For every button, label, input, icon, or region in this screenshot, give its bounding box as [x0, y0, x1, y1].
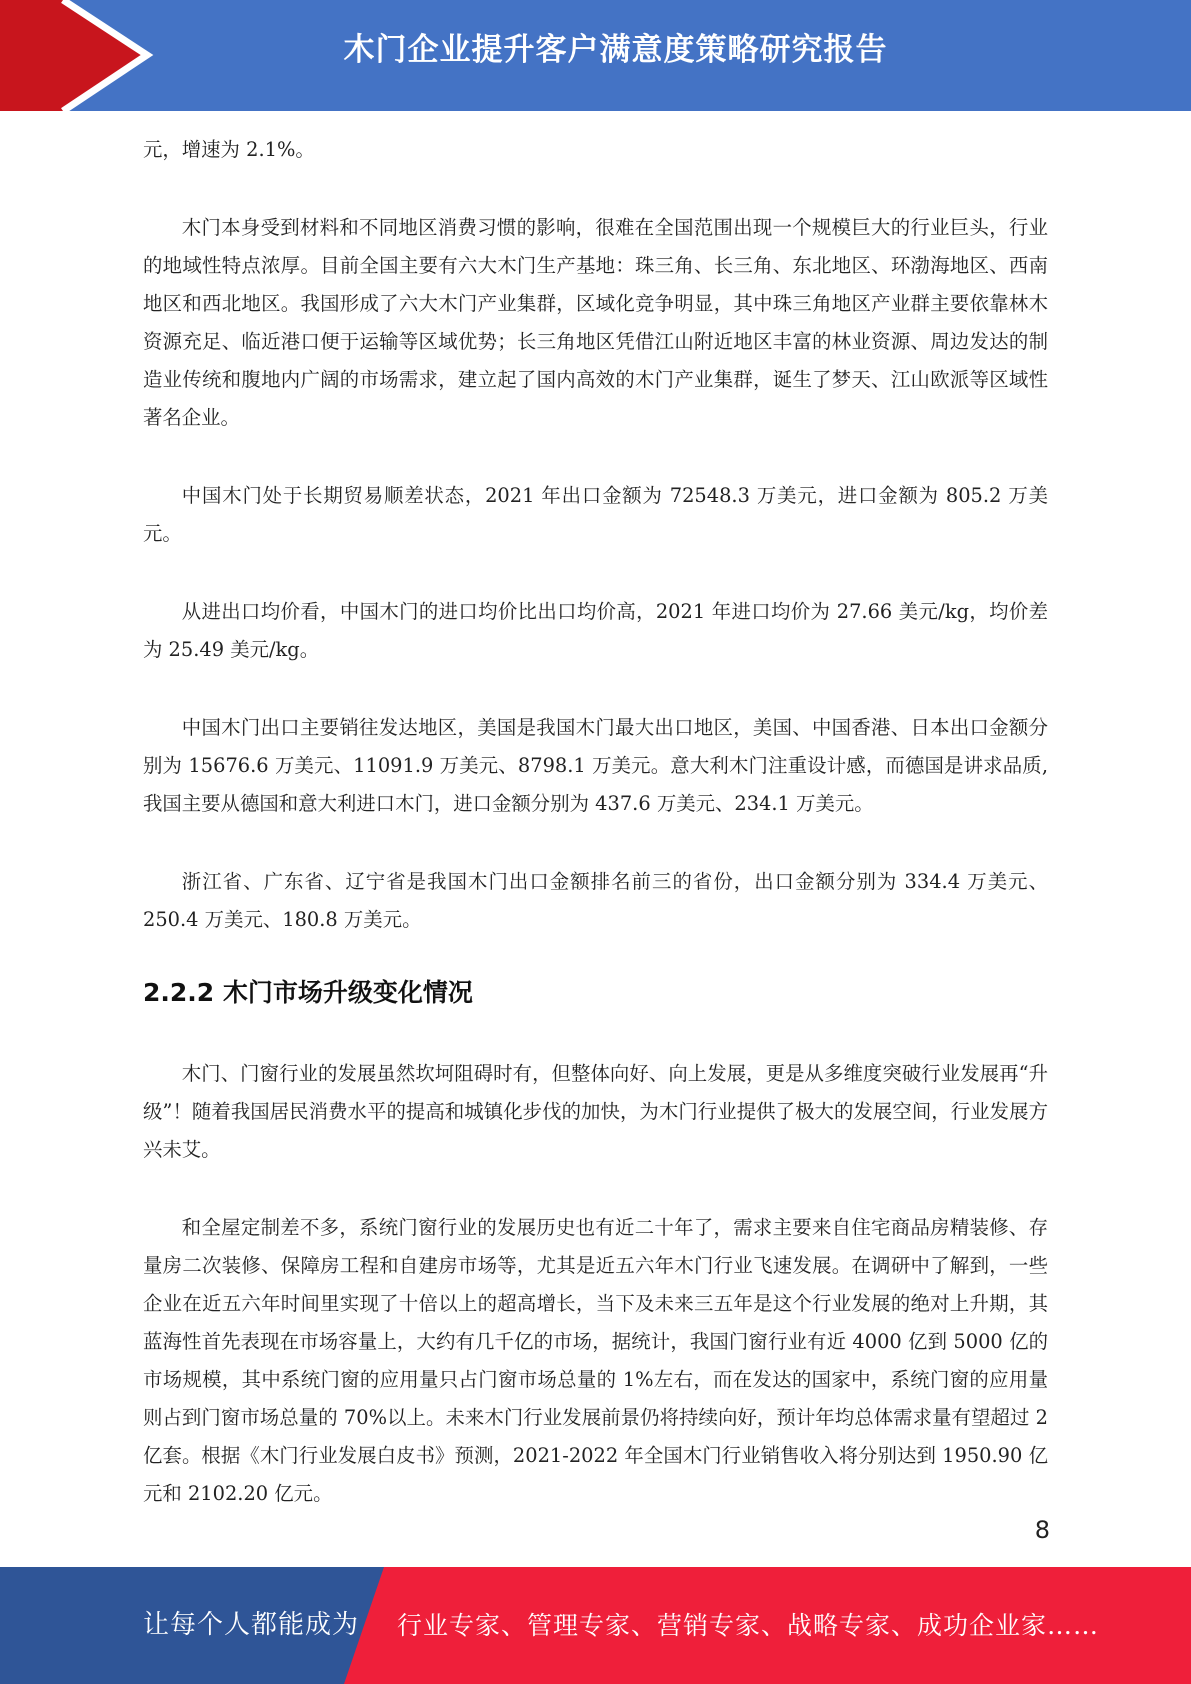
paragraph-export-destinations: 中国木门出口主要销往发达地区，美国是我国木门最大出口地区，美国、中国香港、日本出口金额分别为 15676.6 万美元、11091.9 万美元、8798.1 万美元。意大利木门注重设计感，而德国是讲求品质,我国主要从德国和意大利进口木门，进口金额分别为 437.6 万美元、234.1 万美元。 — [143, 716, 1048, 815]
page-number: 8 — [1034, 1516, 1050, 1544]
section-heading: 2.2.2 木门市场升级变化情况 — [143, 978, 473, 1007]
paragraph-market-upgrade: 木门、门窗行业的发展虽然坎坷阻碍时有，但整体向好、向上发展，更是从多维度突破行业发展再“升级”！随着我国居民消费水平的提高和城镇化步伐的加快，为木门行业提供了极大的发展空间，行业发展方兴未艾。 — [143, 1062, 1048, 1161]
page-body — [143, 131, 1048, 1513]
footer-slogan-right: 行业专家、管理专家、营销专家、战略专家、成功企业家…… — [397, 1611, 1100, 1640]
paragraph-average-price: 从进出口均价看，中国木门的进口均价比出口均价高，2021 年进口均价为 27.66 美元/kg，均价差为 25.49 美元/kg。 — [143, 600, 1048, 661]
page-header — [0, 0, 1191, 111]
footer-slogan-left: 让每个人都能成为 — [143, 1610, 360, 1640]
paragraph-system-windows: 和全屋定制差不多，系统门窗行业的发展历史也有近二十年了，需求主要来自住宅商品房精装修、存量房二次装修、保障房工程和自建房市场等，尤其是近五六年木门行业飞速发展。在调研中了解到，一些企业在近五六年时间里实现了十倍以上的超高增长，当下及未来三五年是这个行业发展的绝对上升期，其蓝海性首先表现在市场容量上，大约有几千亿的市场，据统计，我国门窗行业有近 4000 亿到 5000 亿的市场规模，其中系统门窗的应用量只占门窗市场总量的 1%左右，而在发达的国家中，系统门窗的应用量则占到门窗市场总量的 70%以上。未来木门行业发展前景仍将持续向好，预计年均总体需求量有望超过 2 亿套。根据《木门行业发展白皮书》预测，2021-2022 年全国木门行业销售收入将分别达到 1950.90 亿元和 2102.20 亿元。 — [143, 1216, 1048, 1505]
paragraph-top-provinces: 浙江省、广东省、辽宁省是我国木门出口金额排名前三的省份，出口金额分别为 334.4 万美元、250.4 万美元、180.8 万美元。 — [143, 870, 1048, 931]
report-title: 木门企业提升客户满意度策略研究报告 — [343, 32, 888, 68]
paragraph-continued: 元，增速为 2.1%。 — [143, 138, 315, 161]
page-footer — [0, 1567, 1191, 1684]
paragraph-regional-clusters: 木门本身受到材料和不同地区消费习惯的影响，很难在全国范围出现一个规模巨大的行业巨头，行业的地域性特点浓厚。目前全国主要有六大木门生产基地：珠三角、长三角、东北地区、环渤海地区、西南地区和西北地区。我国形成了六大木门产业集群，区域化竞争明显，其中珠三角地区产业群主要依靠林木资源充足、临近港口便于运输等区域优势；长三角地区凭借江山附近地区丰富的林业资源、周边发达的制造业传统和腹地内广阔的市场需求，建立起了国内高效的木门产业集群，诞生了梦天、江山欧派等区域性著名企业。 — [143, 216, 1048, 429]
paragraph-trade-surplus: 中国木门处于长期贸易顺差状态，2021 年出口金额为 72548.3 万美元，进口金额为 805.2 万美元。 — [143, 484, 1048, 545]
